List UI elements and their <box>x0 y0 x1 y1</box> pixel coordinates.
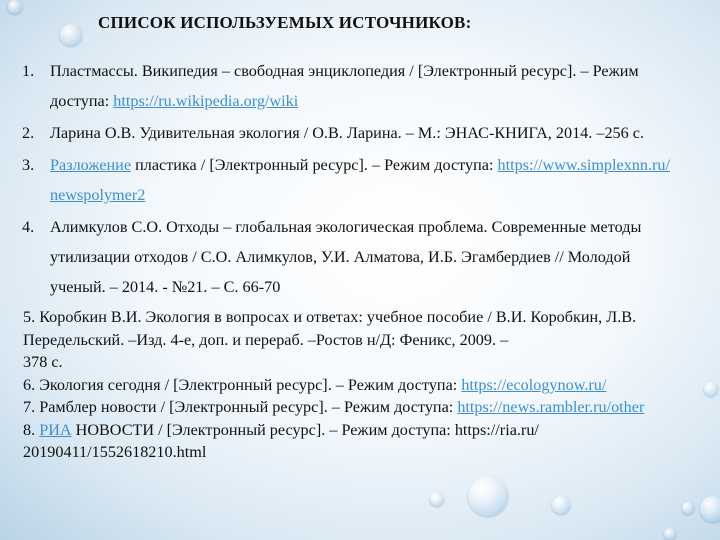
source-line <box>23 374 717 397</box>
bubble-decoration <box>8 0 22 14</box>
reference-link[interactable]: https://news.rambler.ru/other <box>457 398 645 416</box>
reference-text: Ларина О.В. Удивительная экология / О.В. Ларина. – М.: ЭНАС-КНИГА, 2014. –256 с. <box>50 124 645 142</box>
bubble-decoration <box>60 24 82 46</box>
reference-link[interactable]: https://www.simplexnn.ru/ <box>497 156 671 174</box>
bubble-decoration <box>430 492 444 506</box>
bubble-decoration <box>664 528 676 540</box>
source-line <box>50 150 718 180</box>
reference-text: Алимкулов С.О. Отходы – глобальная экологическая проблема. Современные методы <box>50 218 642 236</box>
source-line <box>23 329 717 352</box>
reference-text: ученый. – 2014. - №21. – С. 66-70 <box>50 278 281 296</box>
source-item <box>0 150 720 210</box>
reference-text: Пластмассы. Википедия – свободная энциклопедия / [Электронный ресурс]. – Режим <box>50 62 639 80</box>
reference-text: 5. Коробкин В.И. Экология в вопросах и ответах: учебное пособие / В.И. Коробкин, Л.В. <box>23 308 637 326</box>
page-title: СПИСОК ИСПОЛЬЗУЕМЫХ ИСТОЧНИКОВ: <box>98 13 472 32</box>
reference-text: утилизации отходов / С.О. Алимкулов, У.И. Алматова, И.Б. Эгамбердиев // Молодой <box>50 248 631 266</box>
source-number: 4. <box>22 218 35 236</box>
source-number: 2. <box>22 124 35 142</box>
source-line <box>23 396 717 419</box>
source-number: 1. <box>22 62 35 80</box>
reference-text: Передельский. –Изд. 4-е, доп. и перераб. –Ростов н/Д: Феникс, 2009. – <box>23 330 509 349</box>
bubble-decoration <box>552 496 570 514</box>
reference-text: пластика / [Электронный ресурс]. – Режим доступа: <box>131 156 498 174</box>
source-line <box>23 419 717 442</box>
source-line <box>50 242 718 272</box>
reference-text: 8. <box>23 420 40 439</box>
source-item <box>0 118 720 148</box>
source-line <box>50 272 718 302</box>
bubble-decoration <box>700 496 720 522</box>
reference-text: 378 с. <box>23 353 63 371</box>
plain-source-list <box>23 306 717 464</box>
reference-text: 7. Рамблер новости / [Электронный ресурс]. – Режим доступа: <box>23 398 458 416</box>
source-line <box>50 180 718 210</box>
source-line <box>50 118 718 148</box>
reference-link[interactable]: РИА <box>39 420 72 439</box>
reference-link[interactable]: newspolymer2 <box>50 186 146 204</box>
reference-link[interactable]: https://ecologynow.ru/ <box>461 375 607 394</box>
bubble-decoration <box>682 502 694 514</box>
source-line <box>23 306 717 329</box>
source-line <box>23 441 717 464</box>
source-number: 3. <box>22 156 35 174</box>
source-line <box>23 351 717 374</box>
source-line <box>50 86 718 116</box>
bubble-decoration <box>468 476 508 516</box>
reference-text: 20190411/1552618210.html <box>23 443 207 461</box>
source-item <box>0 212 720 302</box>
source-line <box>50 56 718 86</box>
reference-text: доступа: <box>50 92 114 110</box>
reference-link[interactable]: Разложение <box>50 156 132 174</box>
reference-text: НОВОСТИ / [Электронный ресурс]. – Режим доступа: https://ria.ru/ <box>71 420 539 439</box>
reference-text: 6. Экология сегодня / [Электронный ресурс]. – Режим доступа: <box>23 375 462 394</box>
reference-link[interactable]: https://ru.wikipedia.org/wiki <box>113 92 299 110</box>
source-line <box>50 212 718 242</box>
source-item <box>0 56 720 116</box>
numbered-source-list <box>0 56 720 304</box>
